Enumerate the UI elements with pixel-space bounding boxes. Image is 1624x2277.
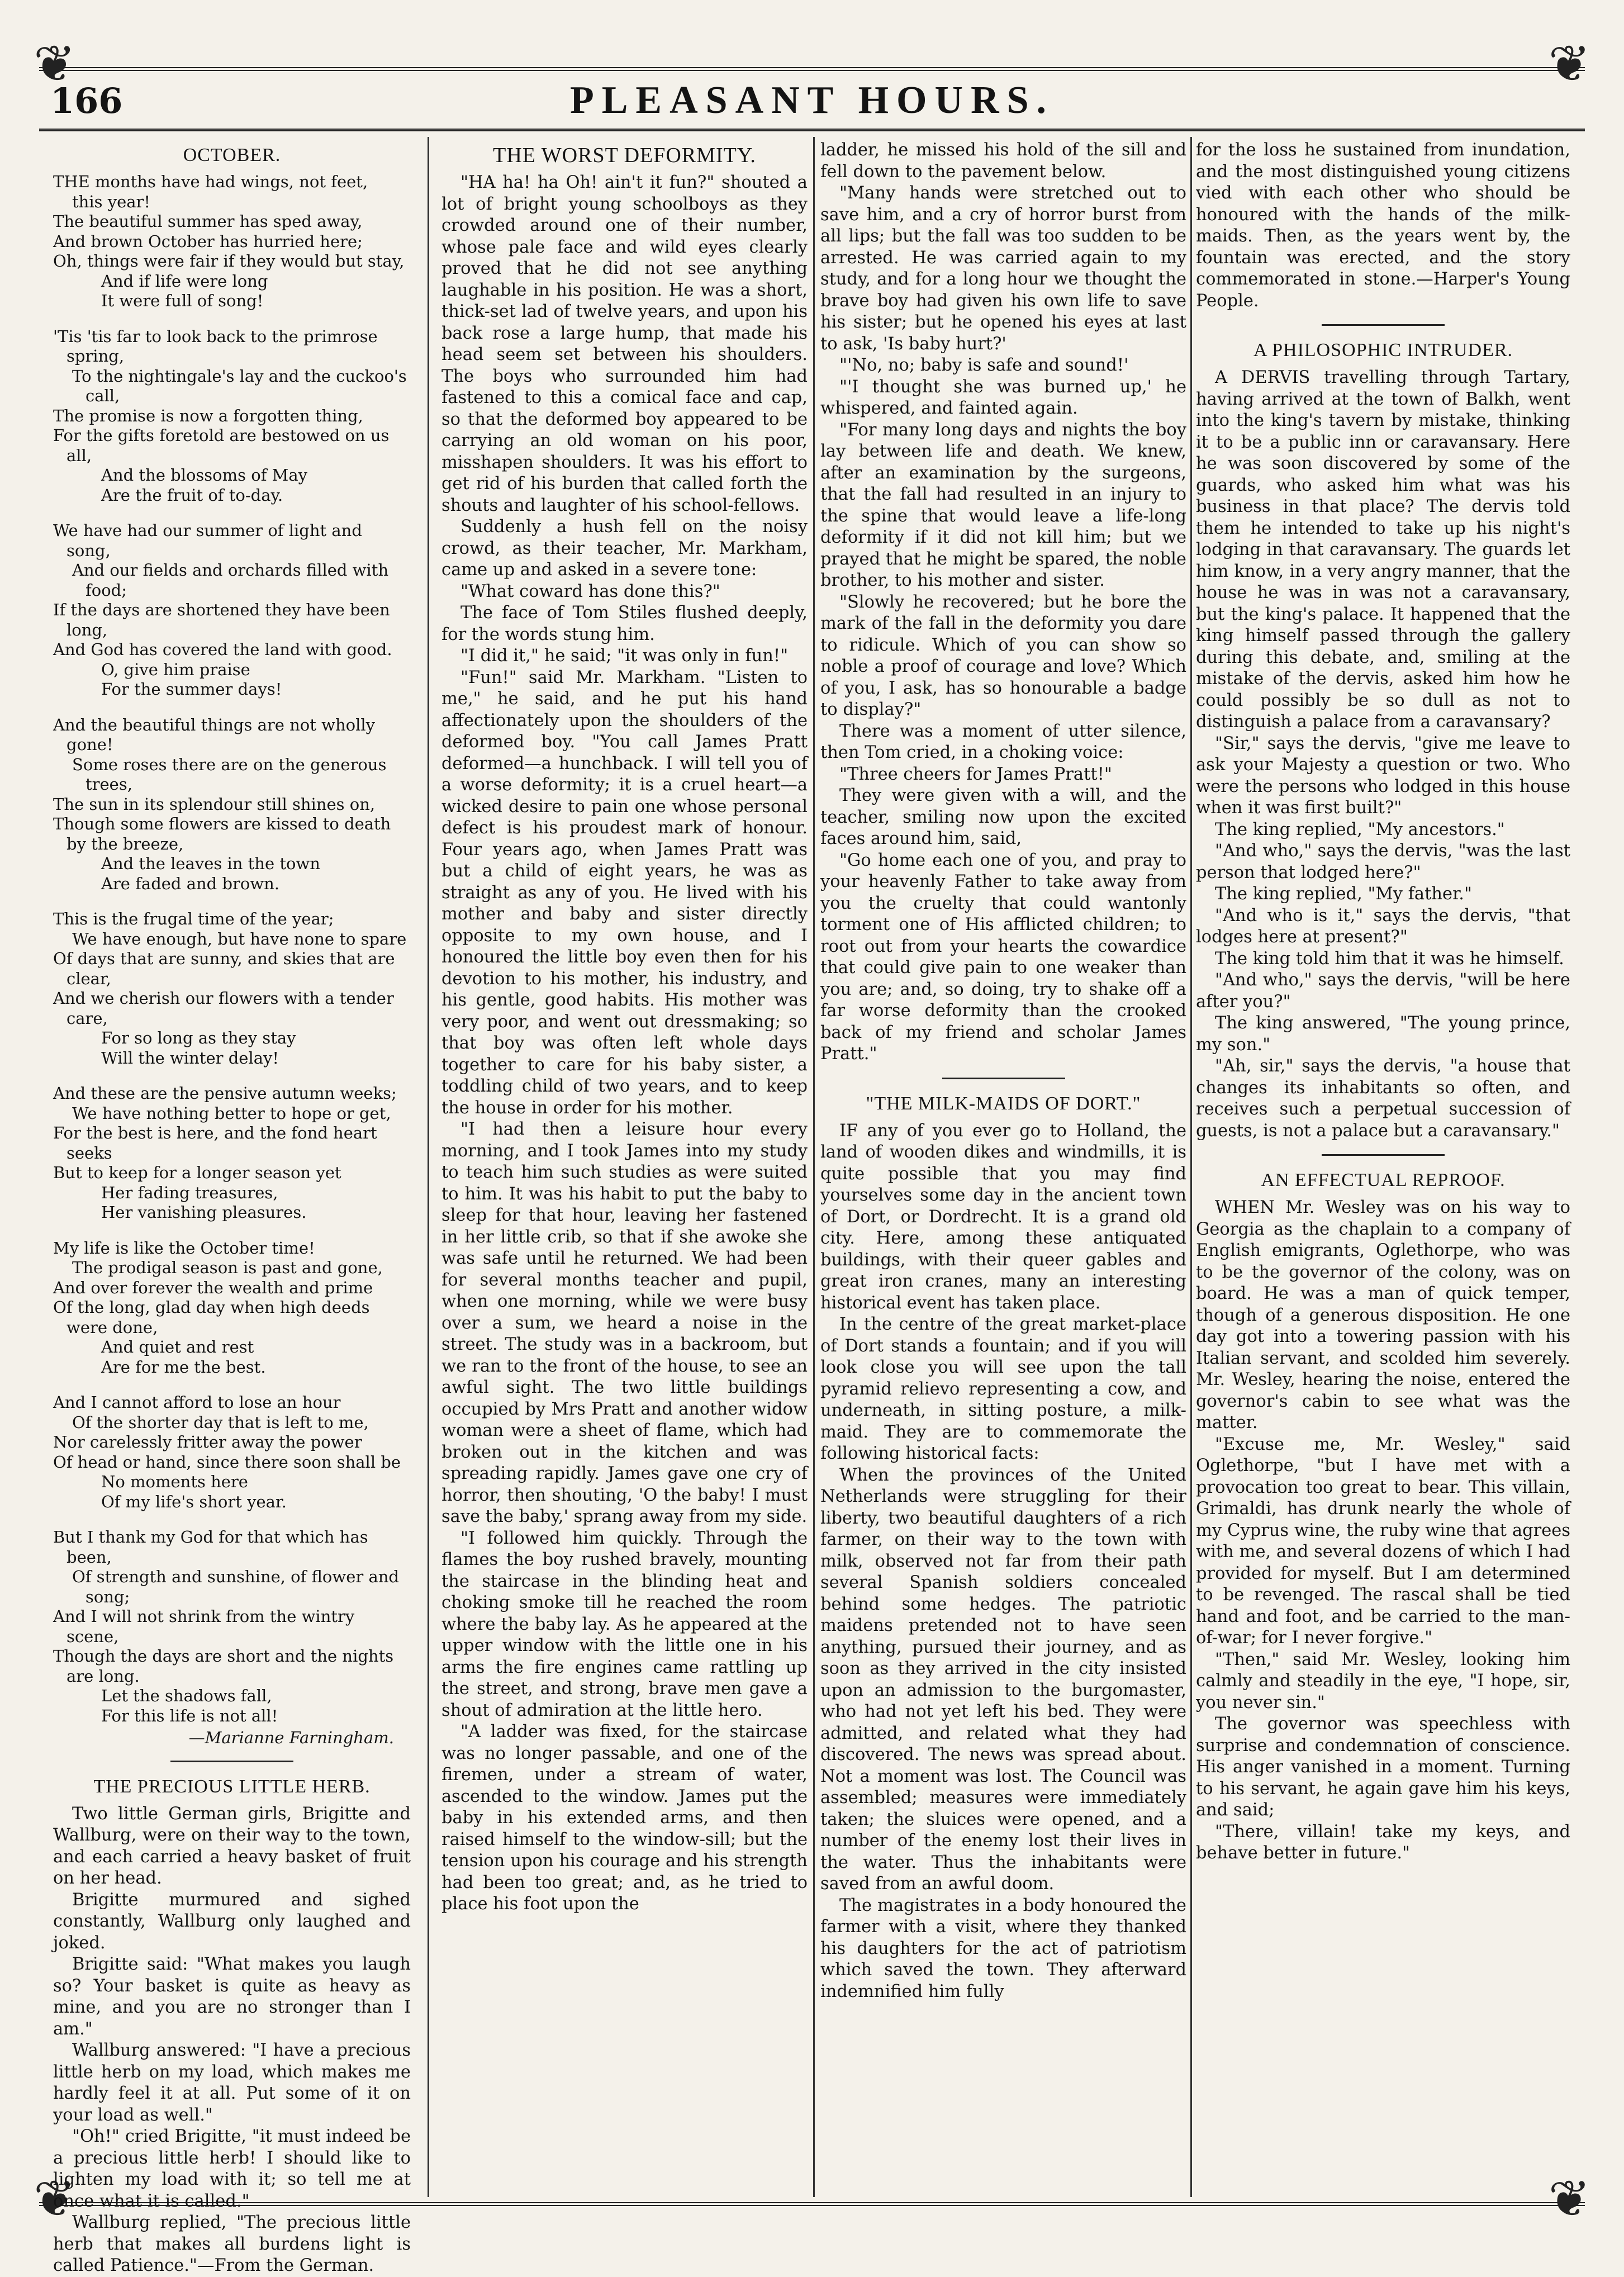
poem-line: And the leaves in the town [101, 854, 320, 873]
poem-line: No moments here [101, 1472, 248, 1491]
paragraph: "I did it," he said; "it was only in fun!" [460, 646, 789, 666]
poem-stanza [53, 1239, 411, 1378]
paragraph: "Three cheers for James Pratt!" [839, 764, 1112, 784]
column-divider [428, 137, 429, 2197]
poem-line: And these are the pensive autumn weeks; [53, 1084, 397, 1103]
corner-ornament-bottom-left: ❦ [34, 2170, 76, 2228]
paragraph: "A ladder was fixed, for the staircase was no longer passable, and one of the firemen, under a stream of water, ascended to the window. James put the baby in his extended arms, and then raised himself to the window-sill; but the tension upon his courage and his strength had been too great; and, as he tried to place his foot upon the [441, 1722, 808, 1914]
poem-october [53, 172, 411, 1748]
poem-line: We have enough, but have none to spare [72, 929, 407, 948]
poem-line: For so long as they stay [101, 1028, 296, 1047]
poem-line: And God has covered the land with good. [53, 640, 392, 659]
poem-line: The prodigal season is past and gone, [72, 1258, 383, 1277]
poem-line: My life is like the October time! [53, 1238, 315, 1258]
paragraph: "And who," says the dervis, "was the last person that lodged here?" [1196, 841, 1570, 883]
poem-line: But I thank my God for that which has been, [53, 1528, 368, 1567]
paragraph: The king told him that it was he himself. [1215, 948, 1564, 969]
poem-line: Are the fruit of to-day. [101, 485, 283, 505]
poem-author: —Marianne Farningham. [188, 1728, 394, 1747]
column-4 [1196, 140, 1570, 2200]
poem-line: And over forever the wealth and prime [53, 1278, 373, 1297]
poem-line: For the best is here, and the fond heart seeks [53, 1123, 377, 1163]
poem-line: And our fields and orchards filled with food; [72, 561, 389, 600]
poem-line: Oh, things were fair if they would but stay, [53, 252, 405, 271]
paragraph: The governor was speechless with surprise and condemnation of conscience. His anger vanished in a moment. Turning to his servant, he again gave him his keys, and said; [1196, 1714, 1570, 1820]
poem-line: Of my life's short year. [101, 1492, 287, 1511]
article-title: A PHILOSOPHIC INTRUDER. [1253, 340, 1513, 360]
paragraph: "What coward has done this?" [460, 581, 720, 601]
poem-line: And we cherish our flowers with a tender care, [53, 989, 394, 1028]
paragraph: Two little German girls, Brigitte and Wallburg, were on their way to the town, and each carried a heavy basket of fruit on her head. [53, 1804, 411, 1888]
poem-line: Of the long, glad day when high deeds were done, [53, 1298, 370, 1337]
section-divider [1322, 1154, 1445, 1156]
poem-line: And quiet and rest [101, 1337, 254, 1356]
corner-ornament-bottom-right: ❦ [1548, 2170, 1590, 2228]
poem-stanza [53, 1393, 411, 1512]
poem-stanza [53, 327, 411, 506]
paragraph: "Oh!" cried Brigitte, "it must indeed be a precious little herb! I should like to lighten my load with it; so tell me at once what it is called." [53, 2127, 411, 2211]
poem-stanza [53, 521, 411, 700]
poem-line: And brown October has hurried here; [53, 231, 363, 251]
column-1 [53, 140, 411, 2275]
poem-line: this year! [72, 192, 151, 211]
poem-line: It were full of song! [101, 291, 264, 310]
poem-line: We have nothing better to hope or get, [72, 1103, 391, 1123]
paragraph: "And who," says the dervis, "will be here after you?" [1196, 970, 1570, 1012]
article-title: "THE MILK-MAIDS OF DORT." [866, 1093, 1141, 1114]
paragraph: The king replied, "My ancestors." [1215, 819, 1505, 839]
column-3 [820, 140, 1186, 2200]
poem-line: And the beautiful things are not wholly gone! [53, 715, 376, 754]
section-divider [170, 1761, 293, 1762]
paragraph: "Excuse me, Mr. Wesley," said Oglethorpe, "but I have met with a provocation too great to bear. This villain, Grimaldi, has drunk nearly the whole of my Cyprus wine, the ruby wine that agrees with me, and several dozens of which I had provided for myself. But I am determined to be revenged. The rascal shall be tied hand and foot, and be carried to the man-of-war; for I never forgive." [1196, 1434, 1570, 1648]
paragraph: "For many long days and nights the boy lay between life and death. We knew, after an examination by the surgeons, that the fall had resulted in an injury to the spine that would leave a life-long deformity if it did not kill him; but we prayed that he might be spared, the noble brother, to his mother and sister. [820, 420, 1186, 590]
poem-line: Though some flowers are kissed to death by the breeze, [53, 814, 391, 853]
paragraph: The face of Tom Stiles flushed deeply, for the words stung him. [441, 603, 808, 644]
header-rule [39, 129, 1585, 131]
paragraph: "Many hands were stretched out to save him, and a cry of horror burst from all lips; but the fall was too sudden to be arrested. He was carried again to my study, and for a long hour we thought the brave boy had given his own life to save his sister; but he opened his eyes at last to ask, 'Is baby hurt?' [820, 183, 1186, 354]
poem-line: Of days that are sunny, and skies that are clear, [53, 949, 395, 988]
paragraph: Wallburg answered: "I have a precious little herb on my load, which makes me hardly feel it at all. Put some of it on your load as well." [53, 2041, 411, 2125]
poem-stanza [53, 715, 411, 894]
paragraph: "Slowly he recovered; but he bore the mark of the fall in the deformity you dare to ridicule. Which of you can show so noble a proof of courage and love? Which of you, I ask, has so honourable a badge to display?" [820, 592, 1186, 719]
poem-stanza [53, 1084, 411, 1223]
poem-line: If the days are shortened they have been long, [53, 600, 390, 639]
paragraph: They were given with a will, and the teacher, smiling now upon the excited faces around him, said, [820, 786, 1186, 848]
paragraph: IF any of you ever go to Holland, the land of wooden dikes and windmills, it is quite possible that you may find yourselves some day in the ancient town of Dort, or Dordrecht. It is a grand old city. Here, among these antiquated buildings, with their queer gables and great iron cranes, many an interesting historical event has taken place. [820, 1121, 1186, 1313]
page-number: 166 [50, 80, 123, 121]
poem-line: Her vanishing pleasures. [101, 1203, 307, 1222]
poem-line: And the blossoms of May [101, 466, 308, 485]
section-divider [1322, 324, 1445, 326]
poem-stanza [53, 1528, 411, 1726]
poem-line: Of head or hand, since there soon shall be [53, 1452, 401, 1472]
paragraph: "Sir," says the dervis, "give me leave to ask your Majesty a question or two. Who were the persons who lodged in this house when it was first built?" [1196, 733, 1570, 818]
poem-line: For the gifts foretold are bestowed on us all, [53, 426, 390, 465]
top-rule [39, 67, 1585, 71]
paragraph: "Fun!" said Mr. Markham. "Listen to me," he said, and he put his hand affectionately upon the shoulders of the deformed boy. "You call James Pratt deformed—a hunchback. I will tell you of a worse deformity; it is a cruel heart—a wicked desire to pain one whose personal defect is his proudest mark of honour. Four years ago, when James Pratt was but a child of eight years, he was as straight as any of you. He lived with his mother and baby and sister directly opposite to my own house, and I honoured the little boy even then for his devotion to his mother, his industry, and his gentle, good habits. His mother was very poor, and went out dressmaking; so that boy was often left whole days together to care for his baby sister, a toddling child of two years, and to keep the house in order for his mother. [441, 667, 808, 1118]
poem-line: We have had our summer of light and song, [53, 521, 362, 560]
page-header [50, 78, 1574, 123]
paragraph: "And who is it," says the dervis, "that lodges here at present?" [1196, 905, 1570, 947]
paragraph: "'I thought she was burned up,' he whispered, and fainted again. [820, 377, 1186, 418]
paragraph: for the loss he sustained from inundation, and the most distinguished young citizens vied with each other who should be honoured with the hands of the milk-maids. Then, as the years went by, the fountain was erected, and the story commemorated in stone.—Harper's Young People. [1196, 140, 1570, 311]
paragraph: "Ah, sir," says the dervis, "a house that changes its inhabitants so often, and receives such a perpetual succession of guests, is not a palace but a caravansary." [1196, 1056, 1570, 1141]
paragraph: Wallburg replied, "The precious little herb that makes all burdens light is called Patience."—From the German. [53, 2213, 411, 2275]
poem-line: Her fading treasures, [101, 1183, 278, 1202]
article-title: THE PRECIOUS LITTLE HERB. [93, 1776, 371, 1797]
paragraph: The king answered, "The young prince, my son." [1196, 1013, 1570, 1055]
paragraph: Suddenly a hush fell on the noisy crowd, as their teacher, Mr. Markham, came up and asked in a severe tone: [441, 517, 808, 580]
section-divider [942, 1078, 1065, 1079]
poem-line: And I will not shrink from the wintry scene, [53, 1607, 355, 1646]
poem-line: But to keep for a longer season yet [53, 1163, 341, 1182]
paragraph: "I followed him quickly. Through the flames the boy rushed bravely, mounting the staircase in the blinding heat and choking smoke till he reached the room where the baby lay. As he appeared at the upper window with the little one in his arms the fire engines came rattling up the street, and strong, brave men gave a shout of admiration at the little hero. [441, 1528, 808, 1720]
poem-line: Of strength and sunshine, of flower and song; [72, 1567, 399, 1606]
paragraph: "Go home each one of you, and pray to your heavenly Father to take away from you the cruelty that could wantonly torment one of His afflicted children; to root out from your hearts the cowardice that could give pain to one weaker than you are; and, so doing, try to shake off a far worse deformity than the crooked back of my friend and scholar James Pratt." [820, 850, 1186, 1064]
paragraph: The king replied, "My father." [1215, 884, 1473, 904]
poem-line: Of the shorter day that is left to me, [72, 1412, 369, 1432]
poem-line: Nor carelessly fritter away the power [53, 1432, 362, 1451]
poem-line: The promise is now a forgotten thing, [53, 406, 363, 425]
article-title: AN EFFECTUAL REPROOF. [1261, 1170, 1506, 1190]
poem-line: For this life is not all! [101, 1706, 278, 1725]
poem-line: O, give him praise [101, 660, 250, 679]
poem-line: Are for me the best. [101, 1357, 266, 1377]
article-title: THE WORST DEFORMITY. [493, 144, 756, 167]
corner-ornament-top-left: ❦ [34, 35, 76, 93]
poem-line: Will the winter delay! [101, 1048, 279, 1068]
paragraph: ladder, he missed his hold of the sill and fell down to the pavement below. [820, 140, 1186, 182]
column-divider [813, 137, 815, 2197]
paragraph: Brigitte said: "What makes you laugh so? Your basket is quite as heavy as mine, and you are no stronger than I am." [53, 1955, 411, 2039]
corner-ornament-top-right: ❦ [1548, 35, 1590, 93]
paragraph: "I had then a leisure hour every morning, and I took James into my study to teach him such studies as were suited to him. It was his habit to put the baby to sleep for that hour, leaving her fastened in her little crib, so that if she awoke she was safe until he returned. We had been for several months teacher and pupil, when one morning, while we were busy over a sum, we heard a noise in the street. The study was in a backroom, but we ran to the front of the house, to see an awful sight. The two little buildings occupied by Mrs Pratt and another widow woman were a sheet of flame, which had broken out in the kitchen and was spreading rapidly. James gave one cry of horror, then shouting, 'O the baby! I must save the baby,' sprang away from my side. [441, 1119, 808, 1526]
poem-line: This is the frugal time of the year; [53, 909, 334, 928]
poem-line: Let the shadows fall, [101, 1686, 272, 1705]
paragraph: There was a moment of utter silence, then Tom cried, in a choking voice: [820, 721, 1186, 762]
paragraph: Brigitte murmured and sighed constantly, Wallburg only laughed and joked. [53, 1890, 411, 1953]
poem-line: Some roses there are on the generous trees, [72, 755, 387, 794]
paragraph: In the centre of the great market-place of Dort stands a fountain; and if you will look close you will see upon the tall pyramid relievo representing a cow, and underneath, in sitting posture, a milk-maid. They are to commemorate the following historical facts: [820, 1315, 1186, 1463]
poem-line: THE months have had wings, not feet, [53, 172, 368, 191]
paragraph: "Then," said Mr. Wesley, looking him calmly and steadily in the eye, "I hope, sir, you never sin." [1196, 1649, 1570, 1713]
poem-line: Are faded and brown. [101, 874, 280, 893]
paragraph: "There, villain! take my keys, and behave better in future." [1196, 1821, 1570, 1863]
poem-line: For the summer days! [101, 680, 282, 699]
poem-line: To the nightingale's lay and the cuckoo's call, [72, 366, 407, 405]
paragraph: WHEN Mr. Wesley was on his way to Georgia as the chaplain to a company of English emigrants, Oglethorpe, who was to be the governor of the colony, was on board. He was a man of quick temper, though of a generous disposition. He one day got into a towering passion with his Italian servant, and scolded him severely. Mr. Wesley, hearing the noise, entered the governor's cabin to see what was the matter. [1196, 1198, 1570, 1432]
poem-line: The sun in its splendour still shines on, [53, 794, 376, 814]
paragraph: A DERVIS travelling through Tartary, having arrived at the town of Balkh, went into the king's tavern by mistake, thinking it to be a public inn or caravansary. Here he was soon discovered by some of the guards, who asked him what was his business in that place? The dervis told them he intended to take up his night's lodging in that caravansary. The guards let him know, in a very angry manner, that the house he was in was not a caravansary, but the king's palace. It happened that the king himself passed through the gallery during this debate, and, smiling at the mistake of the dervis, asked him how he could possibly be so dull as not to distinguish a palace from a caravansary? [1196, 368, 1570, 732]
publication-title: PLEASANT HOURS. [569, 79, 1055, 122]
poem-line: And I cannot afford to lose an hour [53, 1393, 341, 1412]
paragraph: "HA ha! ha Oh! ain't it fun?" shouted a lot of bright young schoolboys as they crowded around one of their number, whose pale face and wild eyes clearly proved that he did not see anything laughable in his position. He was a short, thick-set lad of twelve years, and upon his back rose a large hump, that made his head seem set between his shoulders. The boys who surrounded him had fastened to this a comical face and cap, so that the deformed boy appeared to be carrying an old woman on his poor, misshapen shoulders. It was his effort to get rid of his burden that called forth the shouts and laughter of his school-fellows. [441, 173, 808, 515]
poem-line: The beautiful summer has sped away, [53, 212, 363, 231]
poem-stanza [53, 172, 411, 311]
paragraph: The magistrates in a body honoured the farmer with a visit, where they thanked his daughters for the act of patriotism which saved the town. They afterward indemnified him fully [820, 1895, 1186, 2001]
poem-stanza [53, 909, 411, 1068]
poem-line: Though the days are short and the nights are long. [53, 1647, 394, 1686]
column-2 [441, 140, 808, 2200]
poem-line: 'Tis 'tis far to look back to the primrose spring, [53, 326, 378, 366]
column-divider [1190, 137, 1192, 2197]
poem-title: OCTOBER. [183, 145, 281, 165]
paragraph: When the provinces of the United Netherlands were struggling for their liberty, two beautiful daughters of a rich farmer, on their way to the town with milk, observed not far from their path several Spanish soldiers concealed behind some hedges. The patriotic maidens pretended not to have seen anything, pursued their journey, and as soon as they arrived in the city insisted upon an admission to the burgomaster, who had not yet left his bed. They were admitted, and related what they had discovered. The news was spread about. Not a moment was lost. The Council was assembled; measures were immediately taken; the sluices were opened, and a number of the enemy lost their lives in the water. Thus the inhabitants were saved from an awful doom. [820, 1465, 1186, 1894]
poem-line: And if life were long [101, 271, 268, 291]
paragraph: "'No, no; baby is safe and sound!' [839, 355, 1129, 375]
